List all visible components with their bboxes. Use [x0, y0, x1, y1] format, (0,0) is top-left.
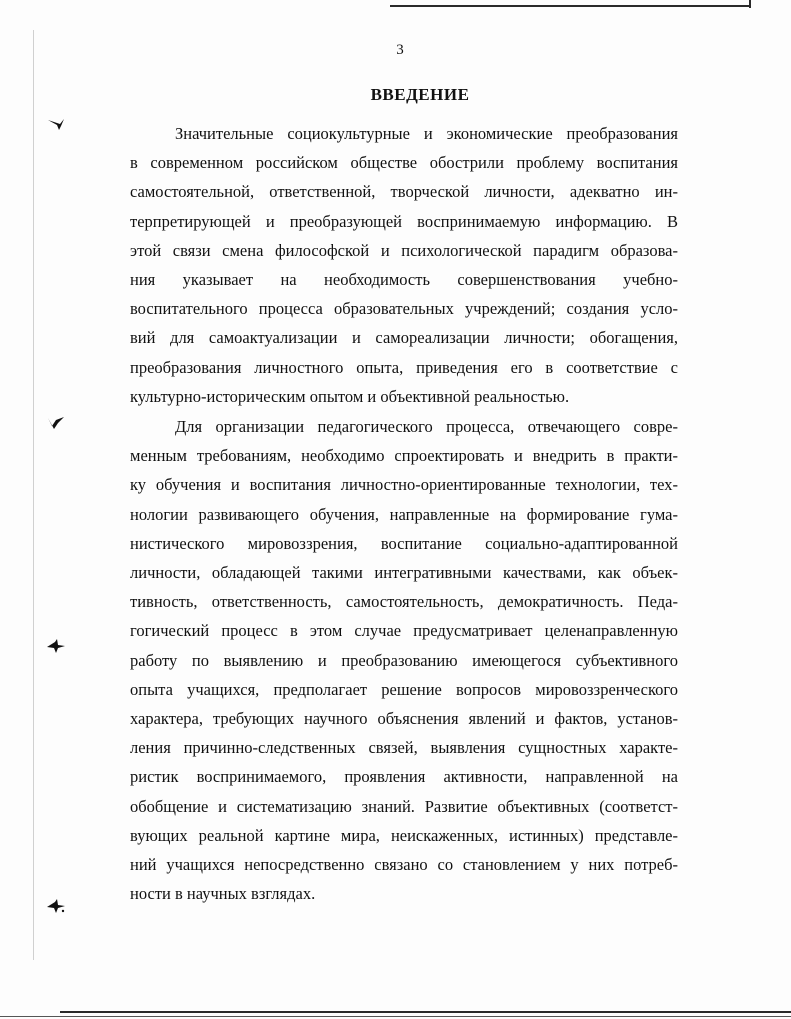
text-line: воспитательного процесса образовательных учреждений; создания усло- — [130, 299, 678, 319]
text-line: обобщение и систематизацию знаний. Развитие объективных (соответст- — [130, 796, 678, 816]
text-line: тивность, ответственность, самостоятельность, демократичность. Педа- — [130, 592, 678, 612]
text-line: ний учащихся непосредственно связано со становлением у них потреб- — [130, 855, 678, 875]
text-line: ристик воспринимаемого, проявления активности, направленной на — [130, 767, 678, 787]
scan-edge-bottom — [60, 1011, 791, 1013]
text-line: вий для самоактуализации и самореализации личности; обогащения, — [130, 328, 678, 348]
text-line: Значительные социокультурные и экономические преобразования — [175, 124, 678, 143]
text-line: менным требованиям, необходимо спроектировать и внедрить в практи- — [130, 446, 678, 466]
text-line: преобразования личностного опыта, приведения его в соответствие с — [130, 357, 678, 377]
text-line: ку обучения и воспитания личностно-ориентированные технологии, тех- — [130, 475, 678, 495]
text-line: этой связи смена философской и психологической парадигм образова- — [130, 240, 678, 260]
text-line: терпретирующей и преобразующей воспринимаемую информацию. В — [130, 211, 678, 231]
margin-arrow-mark-icon — [46, 638, 66, 654]
text-line: в современном российском обществе обострили проблему воспитания — [130, 153, 678, 173]
margin-arrow-mark-icon — [46, 898, 66, 914]
scan-edge-left — [33, 30, 34, 960]
text-line: вующих реальной картине мира, неискаженных, истинных) представле- — [130, 825, 678, 845]
text-line: нистического мировоззрения, воспитание социально-адаптированной — [130, 533, 678, 553]
paragraph-2 — [130, 412, 678, 908]
text-line: самостоятельной, ответственной, творческой личности, адекватно ин- — [130, 182, 678, 202]
text-line: нологии развивающего обучения, направленные на формирование гума- — [130, 504, 678, 524]
page-title: ВВЕДЕНИЕ — [370, 85, 470, 104]
text-line: работу по выявлению и преобразованию имеющегося субъективного — [130, 650, 678, 670]
text-line: гогический процесс в этом случае предусматривает целенаправленную — [130, 621, 678, 641]
scan-edge-bottom-thin — [0, 1016, 791, 1017]
text-line: ния указывает на необходимость совершенствования учебно- — [130, 270, 678, 290]
page-number: 3 — [396, 42, 404, 58]
margin-arrow-mark-icon — [46, 414, 66, 430]
text-line: ности в научных взглядах. — [130, 884, 316, 904]
scan-edge-top-tick — [749, 0, 751, 8]
scan-edge-top — [390, 5, 750, 7]
text-line: личности, обладающей такими интегративными качествами, как объек- — [130, 563, 678, 583]
text-line: ления причинно-следственных связей, выявления сущностных характе- — [130, 738, 678, 758]
text-line: характера, требующих научного объяснения явлений и фактов, установ- — [130, 709, 678, 729]
text-line: опыта учащихся, предполагает решение вопросов мировоззренческого — [130, 679, 678, 699]
margin-arrow-mark-icon — [46, 116, 66, 132]
text-line: Для организации педагогического процесса, отвечающего совре- — [175, 417, 678, 436]
text-line: культурно-историческим опытом и объективной реальностью. — [130, 386, 570, 406]
paragraph-1 — [130, 119, 678, 411]
